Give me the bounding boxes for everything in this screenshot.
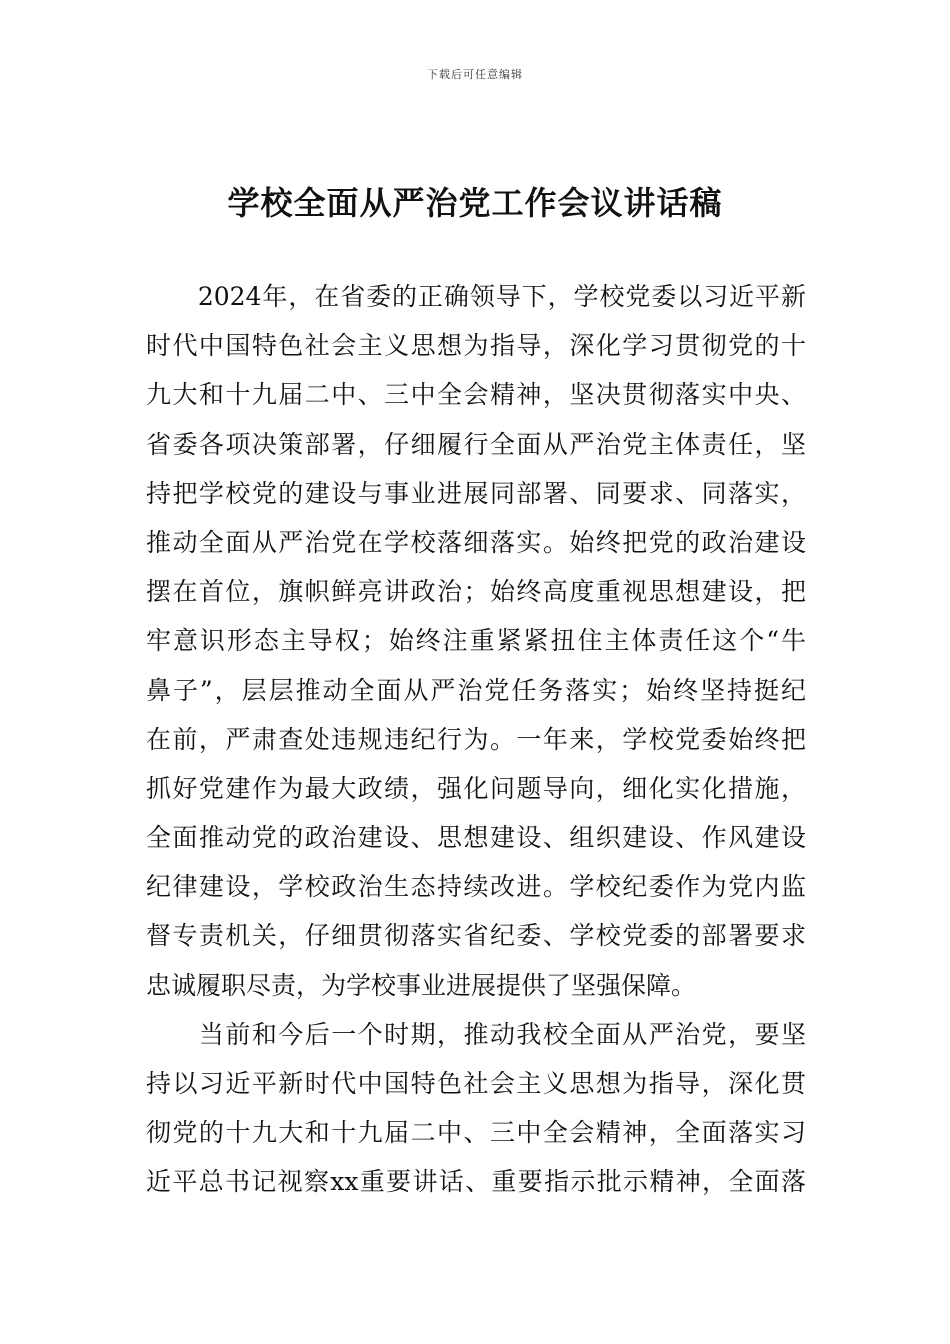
text-line: 彻党的十九大和十九届二中、三中全会精神，全面落实习 [146, 1118, 806, 1148]
text-line: 牢意识形态主导权；始终注重紧紧扭住主体责任这个“牛 [146, 626, 806, 656]
text-line: 2024年，在省委的正确领导下，学校党委以习近平新 [146, 282, 806, 311]
text-line: 纪律建设，学校政治生态持续改进。学校纪委作为党内监 [146, 872, 806, 902]
text-line: 鼻子”，层层推动全面从严治党任务落实；始终坚持挺纪 [146, 675, 806, 705]
text-line: 当前和今后一个时期，推动我校全面从严治党，要坚 [146, 1019, 806, 1049]
text-line: 近平总书记视察xx重要讲话、重要指示批示精神，全面落 [146, 1167, 806, 1197]
text-line: 忠诚履职尽责，为学校事业进展提供了坚强保障。 [146, 970, 697, 1000]
paragraph-1 [146, 272, 806, 1010]
text-line: 督专责机关，仔细贯彻落实省纪委、学校党委的部署要求 [146, 921, 806, 951]
paragraph-2 [146, 1010, 806, 1207]
text-line: 摆在首位，旗帜鲜亮讲政治；始终高度重视思想建设，把 [146, 577, 806, 607]
text-line: 省委各项决策部署，仔细履行全面从严治党主体责任，坚 [146, 429, 806, 459]
text-line: 抓好党建作为最大政绩，强化问题导向，细化实化措施， [146, 773, 806, 803]
text-line: 全面推动党的政治建设、思想建设、组织建设、作风建设 [146, 823, 806, 853]
text-line: 在前，严肃查处违规违纪行为。一年来，学校党委始终把 [146, 724, 806, 754]
text-line: 持把学校党的建设与事业进展同部署、同要求、同落实， [146, 478, 806, 508]
header-note: 下载后可任意编辑 [427, 68, 523, 81]
text-line: 持以习近平新时代中国特色社会主义思想为指导，深化贯 [146, 1069, 806, 1098]
text-line: 九大和十九届二中、三中全会精神，坚决贯彻落实中央、 [146, 380, 806, 410]
document-title: 学校全面从严治党工作会议讲话稿 [227, 184, 723, 222]
document-body [146, 272, 806, 1207]
text-line: 推动全面从严治党在学校落细落实。始终把党的政治建设 [146, 527, 806, 557]
text-line: 时代中国特色社会主义思想为指导，深化学习贯彻党的十 [146, 331, 806, 361]
